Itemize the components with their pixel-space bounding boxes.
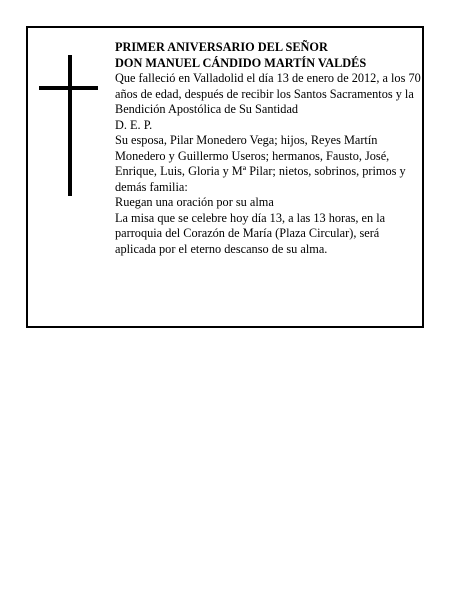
notice-heading-line2: DON MANUEL CÁNDIDO MARTÍN VALDÉS <box>115 55 367 70</box>
notice-heading-line1: PRIMER ANIVERSARIO DEL SEÑOR <box>115 40 328 54</box>
notice-text <box>115 40 423 257</box>
prayer-request: Ruegan una oración por su alma <box>115 195 274 209</box>
rip-text: D. E. P. <box>115 117 153 132</box>
obituary-notice <box>26 26 424 328</box>
family-text: Su esposa, Pilar Monedero Vega; hijos, Reyes Martín Monedero y Guillermo Useros; hermanos, Fausto, José, Enrique, Luis, Gloria y Mª Pilar; nietos, sobrinos, primos y demás familia: <box>115 133 406 194</box>
cross-vertical-bar <box>68 55 72 196</box>
cross-horizontal-bar <box>39 86 98 90</box>
mass-info: La misa que se celebre hoy día 13, a las 13 horas, en la parroquia del Corazón de María (Plaza Circular), será aplicada por el eterno descanso de su alma. <box>115 210 386 256</box>
death-info: Que falleció en Valladolid el día 13 de enero de 2012, a los 70 años de edad, después de recibir los Santos Sacramentos y la Bendición Apostólica de Su Santidad <box>115 71 421 116</box>
